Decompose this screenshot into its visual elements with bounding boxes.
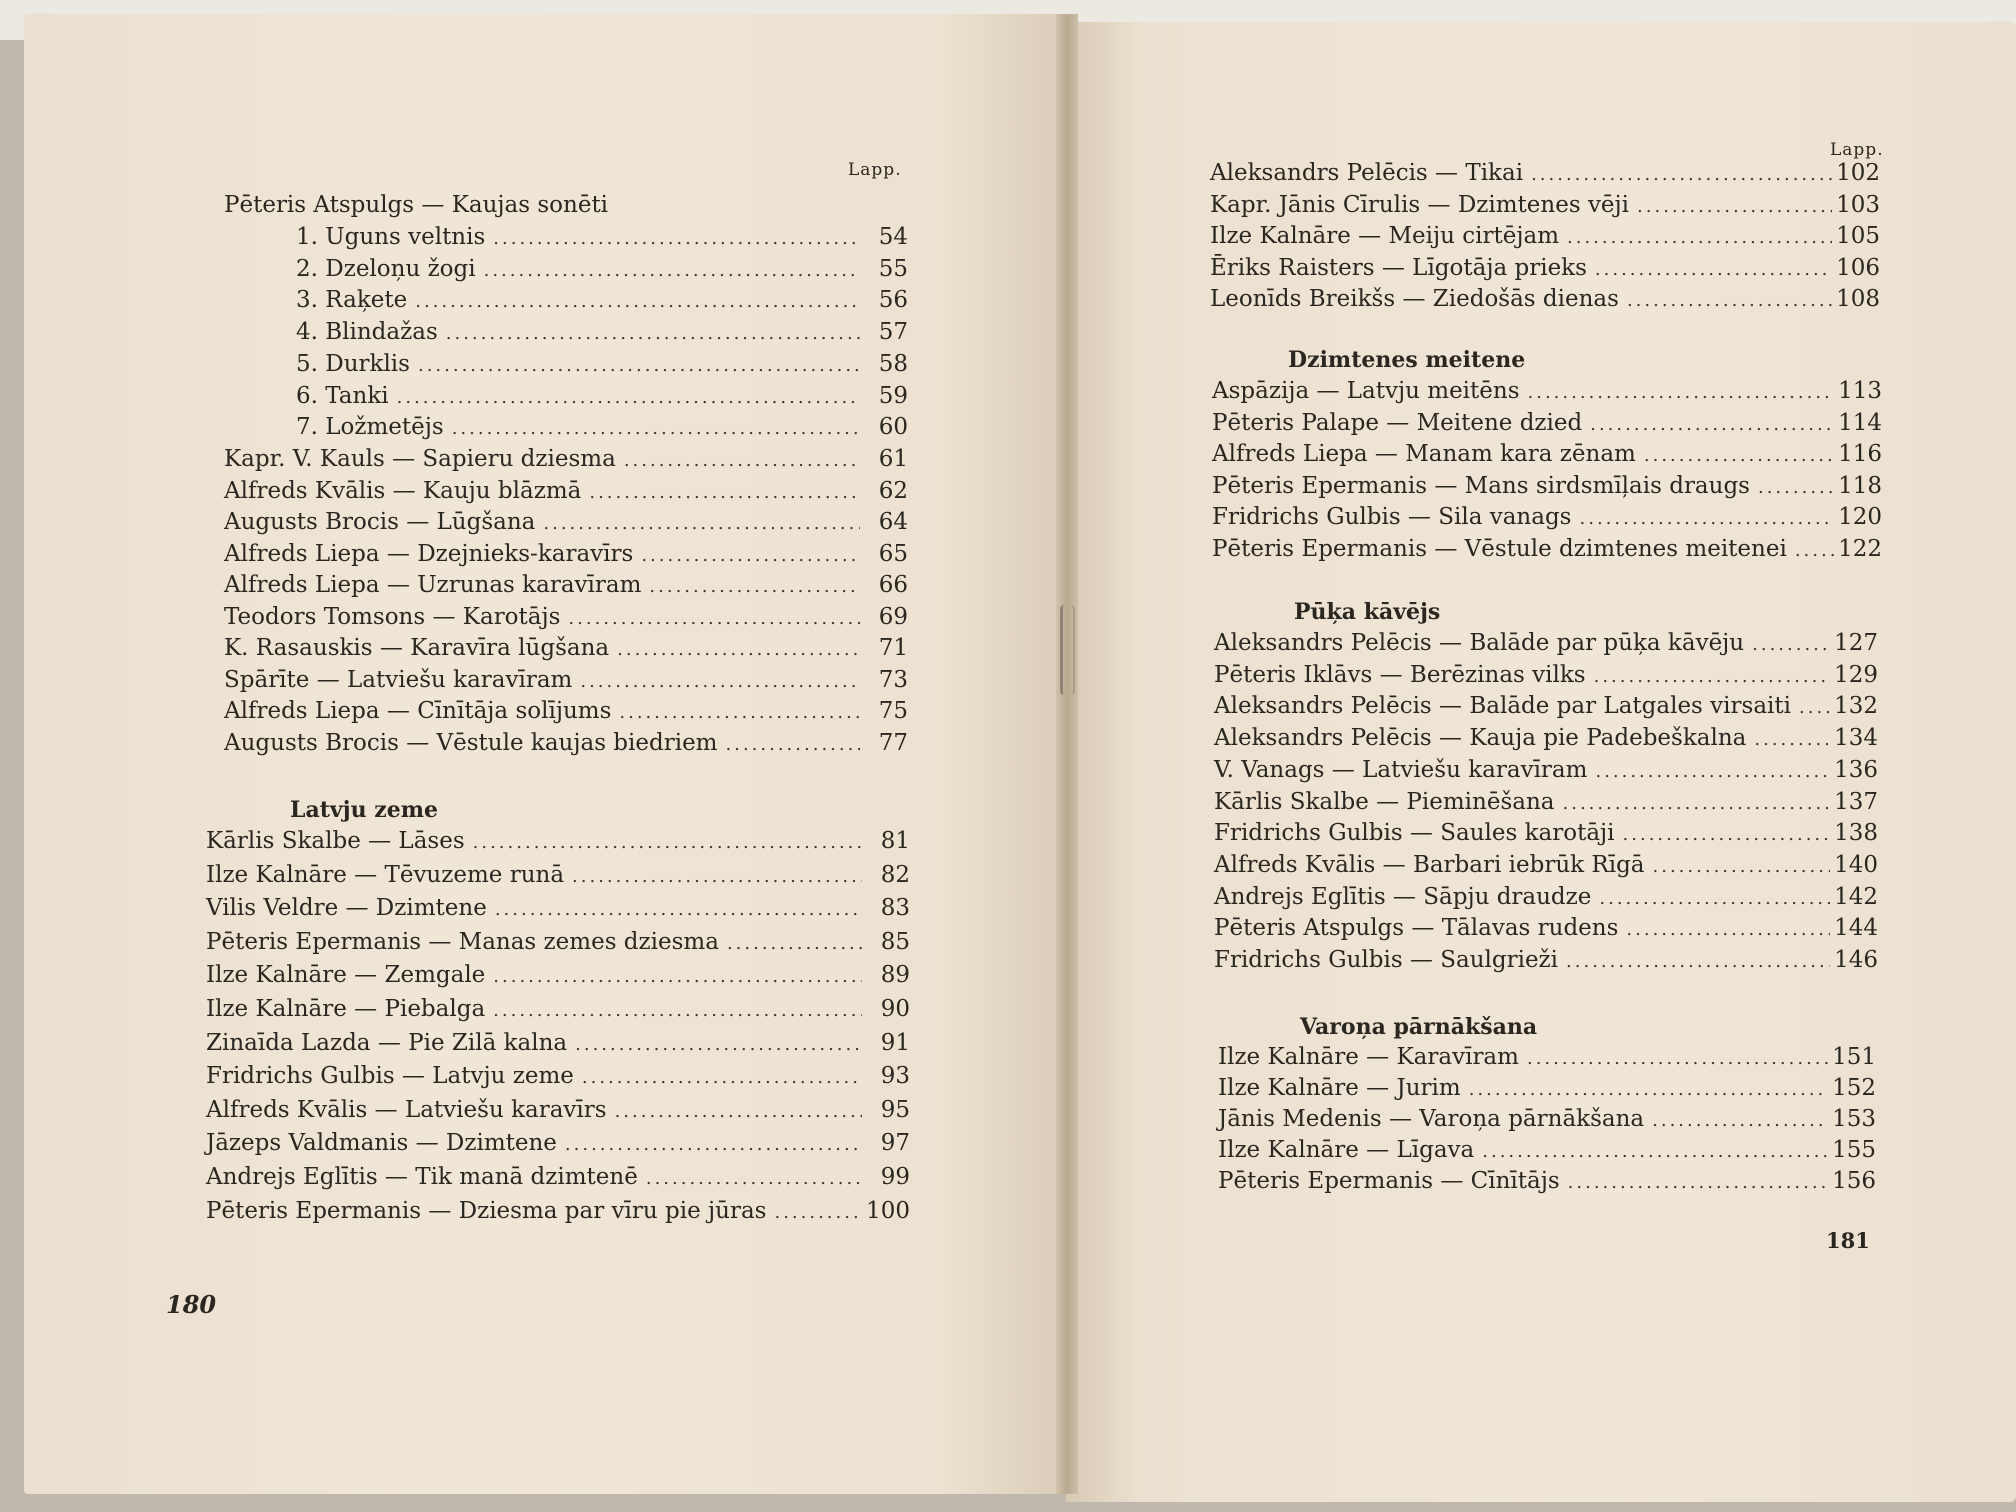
toc-entry-page-number: 106 <box>1836 255 1880 281</box>
toc-entry <box>1214 723 1878 755</box>
toc-entry-title: Andrejs Eglītis — Sāpju draudze <box>1214 884 1592 910</box>
toc-entry <box>206 860 910 892</box>
toc-entry-page-number: 56 <box>878 287 908 313</box>
toc-entry <box>1214 628 1878 660</box>
dot-leader <box>1599 884 1830 914</box>
dot-leader <box>1626 915 1830 945</box>
toc-entry-title: Jāzeps Valdmanis — Dzimtene <box>206 1130 557 1156</box>
toc-entry <box>1214 913 1878 945</box>
left-page-number: 180 <box>166 1290 217 1319</box>
dot-leader <box>493 224 860 254</box>
toc-entry-page-number: 99 <box>880 1164 910 1190</box>
toc-entry-title: Alfreds Kvālis — Barbari iebrūk Rīgā <box>1214 852 1645 878</box>
toc-entry <box>1218 1104 1876 1136</box>
toc-entry-title: Pēteris Atspulgs — Tālavas rudens <box>1214 915 1619 941</box>
toc-entry-title: Pēteris Palape — Meitene dzied <box>1212 410 1583 436</box>
toc-entry-title: 5. Durklis <box>296 351 410 377</box>
toc-entry <box>1214 787 1878 819</box>
dot-leader <box>641 541 860 571</box>
toc-entry <box>1214 850 1878 882</box>
dot-leader <box>774 1198 862 1228</box>
toc-entry-title: 7. Ložmetējs <box>296 414 444 440</box>
toc-entry-page-number: 113 <box>1838 378 1882 404</box>
toc-entry <box>206 826 910 858</box>
toc-entry-title: Ilze Kalnāre — Līgava <box>1218 1137 1475 1163</box>
left-group-heading: Pēteris Atspulgs — Kaujas sonēti <box>224 192 609 218</box>
toc-entry-page-number: 146 <box>1834 947 1878 973</box>
toc-entry-page-number: 81 <box>880 828 910 854</box>
dot-leader <box>726 730 861 760</box>
toc-entry <box>224 633 908 665</box>
toc-entry <box>224 539 908 571</box>
toc-entry-title: 3. Raķete <box>296 287 408 313</box>
dot-leader <box>727 929 862 959</box>
toc-entry <box>224 570 908 602</box>
toc-entry-page-number: 116 <box>1838 441 1882 467</box>
toc-entry-page-number: 71 <box>878 635 908 661</box>
toc-entry <box>1218 1073 1876 1105</box>
toc-entry-title: Alfreds Liepa — Dzejnieks-karavīrs <box>224 541 634 567</box>
dot-leader <box>1652 1106 1828 1136</box>
dot-leader <box>1568 1168 1828 1198</box>
toc-entry <box>296 254 908 286</box>
toc-entry-page-number: 65 <box>878 541 908 567</box>
toc-entry-page-number: 120 <box>1838 504 1882 530</box>
left-section-heading: Latvju zeme <box>290 797 439 823</box>
dot-leader <box>617 635 860 665</box>
dot-leader <box>1590 410 1834 440</box>
dot-leader <box>1595 255 1832 285</box>
toc-entry-title: Leonīds Breikšs — Ziedošās dienas <box>1210 286 1619 312</box>
toc-entry-title: 2. Dzeloņu žogi <box>296 256 476 282</box>
toc-entry-title: Andrejs Eglītis — Tik manā dzimtenē <box>206 1164 638 1190</box>
toc-entry-page-number: 73 <box>878 667 908 693</box>
toc-entry-title: Aleksandrs Pelēcis — Balāde par pūķa kāvēju <box>1214 630 1745 656</box>
right-page-column-label: Lapp. <box>1830 140 1884 160</box>
toc-entry-page-number: 83 <box>880 895 910 921</box>
dot-leader <box>589 478 860 508</box>
dot-leader <box>446 319 860 349</box>
toc-entry-page-number: 100 <box>866 1198 910 1224</box>
dot-leader <box>646 1164 862 1194</box>
toc-entry-title: Pēteris Epermanis — Cīnītājs <box>1218 1168 1560 1194</box>
dot-leader <box>1469 1075 1828 1105</box>
toc-entry-page-number: 103 <box>1836 192 1880 218</box>
toc-entry-title: Kārlis Skalbe — Pieminēšana <box>1214 789 1555 815</box>
toc-entry <box>1214 660 1878 692</box>
right-section-heading-2: Pūķa kāvējs <box>1294 599 1441 625</box>
dot-leader <box>397 383 860 413</box>
dot-leader <box>493 996 862 1026</box>
toc-entry <box>1214 882 1878 914</box>
toc-entry <box>206 1095 910 1127</box>
toc-entry-page-number: 69 <box>878 604 908 630</box>
toc-entry-page-number: 85 <box>880 929 910 955</box>
toc-entry <box>1212 408 1882 440</box>
toc-entry-title: V. Vanags — Latviešu karavīram <box>1214 757 1588 783</box>
toc-entry <box>224 602 908 634</box>
dot-leader <box>1566 947 1830 977</box>
toc-entry <box>206 1128 910 1160</box>
toc-entry <box>1214 691 1878 723</box>
toc-entry-page-number: 64 <box>878 509 908 535</box>
toc-entry-page-number: 105 <box>1836 223 1880 249</box>
toc-entry <box>224 507 908 539</box>
toc-entry <box>206 1061 910 1093</box>
toc-entry-page-number: 151 <box>1832 1044 1876 1070</box>
toc-entry-title: Ilze Kalnāre — Jurim <box>1218 1075 1461 1101</box>
toc-entry-title: Fridrichs Gulbis — Saules karotāji <box>1214 820 1615 846</box>
toc-entry-page-number: 90 <box>880 996 910 1022</box>
toc-entry-title: 6. Tanki <box>296 383 389 409</box>
left-page-column-label: Lapp. <box>848 160 902 180</box>
dot-leader <box>1563 789 1830 819</box>
toc-entry-page-number: 140 <box>1834 852 1878 878</box>
right-section-heading-3: Varoņa pārnākšana <box>1300 1014 1538 1040</box>
toc-entry-title: Teodors Tomsons — Karotājs <box>224 604 561 630</box>
toc-entry-page-number: 62 <box>878 478 908 504</box>
toc-entry-page-number: 60 <box>878 414 908 440</box>
dot-leader <box>575 1030 862 1060</box>
toc-entry-title: Aleksandrs Pelēcis — Kauja pie Padebeškalna <box>1214 725 1747 751</box>
toc-entry <box>296 317 908 349</box>
toc-entry-title: Aleksandrs Pelēcis — Tikai <box>1210 160 1524 186</box>
toc-entry-title: Ilze Kalnāre — Meiju cirtējam <box>1210 223 1559 249</box>
toc-entry-title: Pēteris Epermanis — Vēstule dzimtenes meitenei <box>1212 536 1787 562</box>
dot-leader <box>1799 693 1830 723</box>
toc-entry <box>1212 502 1882 534</box>
toc-entry-title: Alfreds Kvālis — Kauju blāzmā <box>224 478 582 504</box>
right-page-number: 181 <box>1826 1228 1870 1253</box>
dot-leader <box>1527 1044 1828 1074</box>
toc-entry-title: Spārīte — Latviešu karavīram <box>224 667 573 693</box>
toc-entry-title: Ilze Kalnāre — Zemgale <box>206 962 486 988</box>
toc-entry-title: Ilze Kalnāre — Piebalga <box>206 996 486 1022</box>
toc-entry-page-number: 61 <box>878 446 908 472</box>
toc-entry <box>224 476 908 508</box>
dot-leader <box>615 1097 862 1127</box>
dot-leader <box>1795 536 1834 566</box>
toc-entry <box>1214 818 1878 850</box>
dot-leader <box>473 828 862 858</box>
dot-leader <box>649 572 860 602</box>
toc-entry-title: Alfreds Kvālis — Latviešu karavīrs <box>206 1097 607 1123</box>
toc-entry-page-number: 136 <box>1834 757 1878 783</box>
toc-entry <box>1210 190 1880 222</box>
book-gutter <box>1056 14 1078 1494</box>
dot-leader <box>1637 192 1832 222</box>
dot-leader <box>418 351 860 381</box>
toc-entry-page-number: 102 <box>1836 160 1880 186</box>
toc-entry-page-number: 137 <box>1834 789 1878 815</box>
toc-entry-title: Vilis Veldre — Dzimtene <box>206 895 487 921</box>
toc-entry-title: Augusts Brocis — Vēstule kaujas biedriem <box>224 730 718 756</box>
dot-leader <box>619 698 860 728</box>
toc-entry-title: Alfreds Liepa — Uzrunas karavīram <box>224 572 642 598</box>
toc-entry-title: Aleksandrs Pelēcis — Balāde par Latgales virsaiti <box>1214 693 1791 719</box>
toc-entry-title: Fridrichs Gulbis — Sila vanags <box>1212 504 1572 530</box>
toc-entry-page-number: 95 <box>880 1097 910 1123</box>
toc-entry-page-number: 153 <box>1832 1106 1876 1132</box>
dot-leader <box>568 604 860 634</box>
dot-leader <box>1754 725 1830 755</box>
dot-leader <box>1567 223 1832 253</box>
toc-entry-title: 4. Blindažas <box>296 319 438 345</box>
toc-entry <box>1214 755 1878 787</box>
toc-entry-title: Fridrichs Gulbis — Latvju zeme <box>206 1063 574 1089</box>
toc-entry-title: Aspāzija — Latvju meitēns <box>1212 378 1520 404</box>
toc-entry <box>296 222 908 254</box>
toc-entry-page-number: 97 <box>880 1130 910 1156</box>
dot-leader <box>1653 852 1830 882</box>
dot-leader <box>1528 378 1834 408</box>
dot-leader <box>1580 504 1835 534</box>
dot-leader <box>415 287 860 317</box>
toc-entry-title: Kapr. Jānis Cīrulis — Dzimtenes vēji <box>1210 192 1630 218</box>
toc-entry-page-number: 138 <box>1834 820 1878 846</box>
toc-entry <box>296 285 908 317</box>
toc-entry-title: Kapr. V. Kauls — Sapieru dziesma <box>224 446 616 472</box>
toc-entry-title: Pēteris Epermanis — Mans sirdsmīļais draugs <box>1212 473 1750 499</box>
toc-entry <box>1210 284 1880 316</box>
toc-entry-page-number: 77 <box>878 730 908 756</box>
toc-entry <box>224 728 908 760</box>
toc-entry-page-number: 75 <box>878 698 908 724</box>
toc-entry-page-number: 58 <box>878 351 908 377</box>
toc-entry-title: Jānis Medenis — Varoņa pārnākšana <box>1218 1106 1645 1132</box>
toc-entry-page-number: 152 <box>1832 1075 1876 1101</box>
toc-entry <box>206 960 910 992</box>
toc-entry-page-number: 114 <box>1838 410 1882 436</box>
toc-entry <box>1210 221 1880 253</box>
toc-entry <box>1212 376 1882 408</box>
dot-leader <box>452 414 860 444</box>
toc-entry-page-number: 155 <box>1832 1137 1876 1163</box>
dot-leader <box>582 1063 862 1093</box>
toc-entry <box>206 994 910 1026</box>
toc-entry <box>296 412 908 444</box>
toc-entry-page-number: 66 <box>878 572 908 598</box>
toc-entry-page-number: 118 <box>1838 473 1882 499</box>
toc-entry-page-number: 132 <box>1834 693 1878 719</box>
dot-leader <box>1594 662 1830 692</box>
toc-entry-title: Zinaīda Lazda — Pie Zilā kalna <box>206 1030 568 1056</box>
toc-entry-page-number: 89 <box>880 962 910 988</box>
toc-entry <box>1218 1166 1876 1198</box>
dot-leader <box>543 509 860 539</box>
right-section-heading-1: Dzimtenes meitene <box>1288 347 1526 373</box>
toc-entry <box>1210 158 1880 190</box>
toc-entry-page-number: 142 <box>1834 884 1878 910</box>
toc-entry-page-number: 82 <box>880 862 910 888</box>
toc-entry-page-number: 91 <box>880 1030 910 1056</box>
toc-entry-page-number: 156 <box>1832 1168 1876 1194</box>
toc-entry-page-number: 144 <box>1834 915 1878 941</box>
toc-entry-page-number: 108 <box>1836 286 1880 312</box>
toc-entry-page-number: 127 <box>1834 630 1878 656</box>
toc-entry-title: Alfreds Liepa — Manam kara zēnam <box>1212 441 1636 467</box>
dot-leader <box>1644 441 1834 471</box>
toc-entry-title: Ilze Kalnāre — Karavīram <box>1218 1044 1519 1070</box>
toc-entry-page-number: 57 <box>878 319 908 345</box>
toc-entry-title: K. Rasauskis — Karavīra lūgšana <box>224 635 610 661</box>
toc-entry <box>1218 1135 1876 1167</box>
toc-entry-title: Fridrichs Gulbis — Saulgrieži <box>1214 947 1559 973</box>
toc-entry <box>296 349 908 381</box>
toc-entry <box>1214 945 1878 977</box>
toc-entry-title: Augusts Brocis — Lūgšana <box>224 509 536 535</box>
dot-leader <box>484 256 860 286</box>
toc-entry-page-number: 122 <box>1838 536 1882 562</box>
toc-entry-title: 1. Uguns veltnis <box>296 224 486 250</box>
toc-entry <box>1212 471 1882 503</box>
toc-entry <box>1212 534 1882 566</box>
toc-entry <box>296 381 908 413</box>
dot-leader <box>565 1130 862 1160</box>
toc-entry <box>224 696 908 728</box>
dot-leader <box>1623 820 1830 850</box>
toc-entry-page-number: 93 <box>880 1063 910 1089</box>
toc-entry-title: Alfreds Liepa — Cīnītāja solījums <box>224 698 612 724</box>
dot-leader <box>572 862 862 892</box>
toc-entry-page-number: 55 <box>878 256 908 282</box>
dot-leader <box>493 962 862 992</box>
toc-entry-page-number: 54 <box>878 224 908 250</box>
dot-leader <box>495 895 862 925</box>
toc-entry <box>224 665 908 697</box>
toc-entry <box>1218 1042 1876 1074</box>
toc-entry <box>206 893 910 925</box>
dot-leader <box>1595 757 1830 787</box>
toc-entry <box>1212 439 1882 471</box>
dot-leader <box>1482 1137 1828 1167</box>
dot-leader <box>580 667 860 697</box>
toc-entry-page-number: 59 <box>878 383 908 409</box>
toc-entry-title: Kārlis Skalbe — Lāses <box>206 828 465 854</box>
toc-entry-page-number: 134 <box>1834 725 1878 751</box>
toc-entry <box>206 1196 910 1228</box>
binding-staple <box>1060 605 1075 695</box>
toc-entry-title: Pēteris Epermanis — Manas zemes dziesma <box>206 929 719 955</box>
dot-leader <box>1752 630 1830 660</box>
toc-entry-title: Ēriks Raisters — Līgotāja prieks <box>1210 255 1587 281</box>
dot-leader <box>624 446 860 476</box>
toc-entry <box>206 1028 910 1060</box>
toc-entry <box>1210 253 1880 285</box>
toc-entry <box>206 1162 910 1194</box>
toc-entry-page-number: 129 <box>1834 662 1878 688</box>
toc-entry-title: Pēteris Epermanis — Dziesma par vīru pie jūras <box>206 1198 767 1224</box>
dot-leader <box>1531 160 1832 190</box>
dot-leader <box>1627 286 1832 316</box>
dot-leader <box>1758 473 1834 503</box>
toc-entry-title: Ilze Kalnāre — Tēvuzeme runā <box>206 862 565 888</box>
toc-entry <box>206 927 910 959</box>
toc-entry-title: Pēteris Iklāvs — Berēzinas vilks <box>1214 662 1586 688</box>
toc-entry <box>224 444 908 476</box>
